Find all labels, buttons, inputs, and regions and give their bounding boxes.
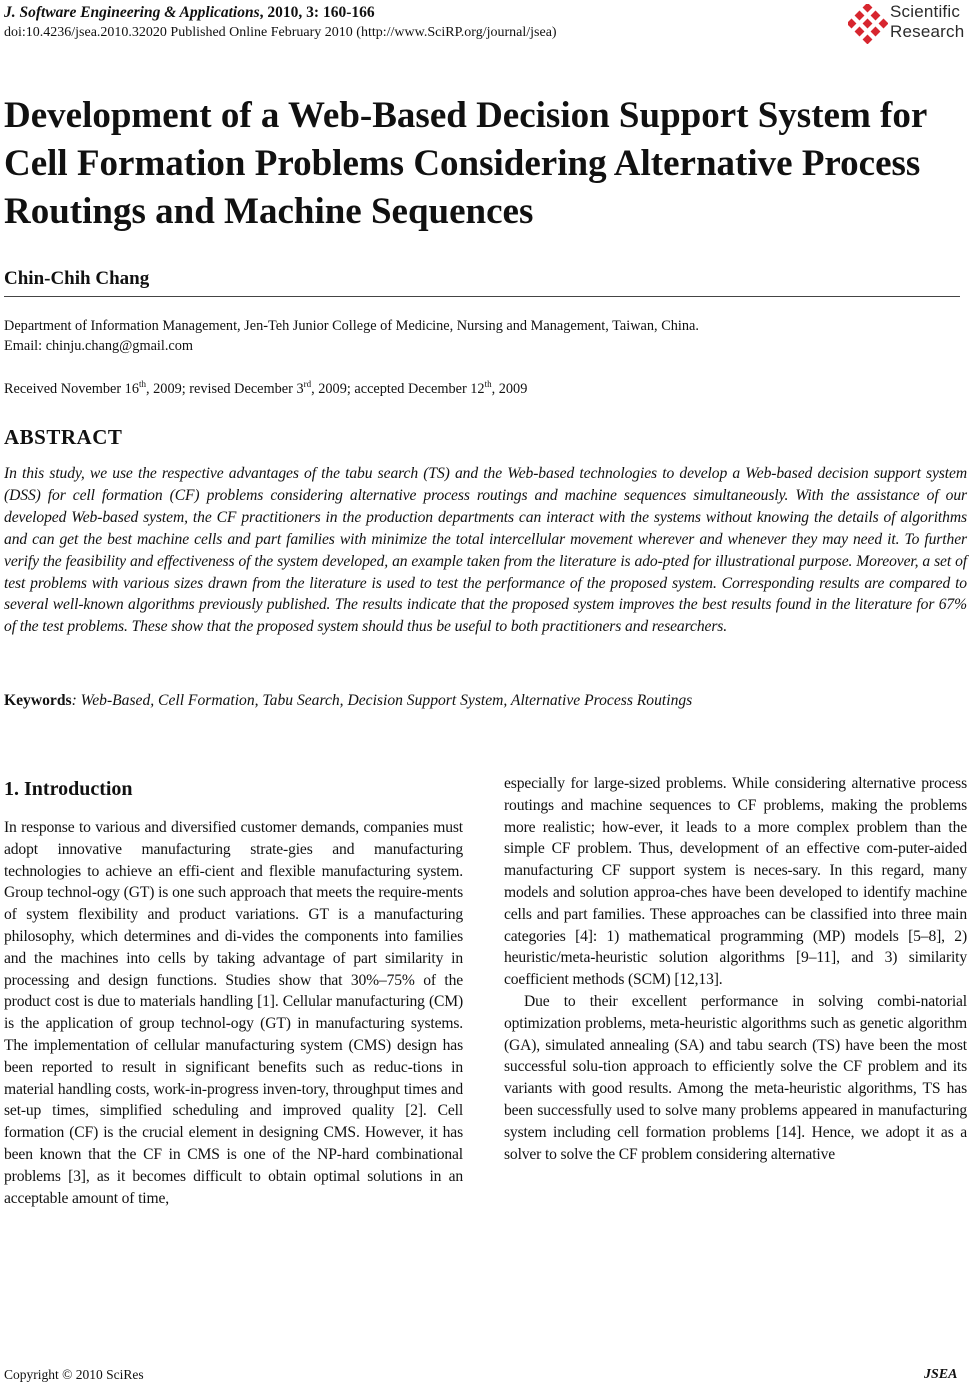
journal-name: J. Software Engineering & Applications — [4, 4, 260, 21]
article-title: Development of a Web-Based Decision Support System for Cell Formation Problems Considering Alternative Process Routings and Machine Sequences — [4, 95, 927, 232]
intro-paragraph-1: In response to various and diversified customer demands, companies must adopt innovative manufacturing strate-gies and manufacturing technologies to achieve an effi-cient and flexible manufacturing system. Group technol-ogy (GT) is one such approach that meets the require-ments of system flexibility and product variations. GT is a manufacturing philosophy, which determines and di-vides the components into families and the machines into cells by taking advantage of part similarity in processing and design functions. Studies show that 30%–75% of the product cost is due to materials handling [1]. Cellular manufacturing (CM) is the application of group technol-ogy (GT) in manufacturing systems. The implementation of cellular manufacturing system (CMS) design has been reported to result in significant benefits such as reduc-tions in material handling costs, work-in-progress inven-tory, throughput times and set-up times, simplified scheduling and improved quality [2]. Cell formation (CF) is the crucial element in designing CMS. However, it has been known that the CF in CMS is one of the NP-hard combinational problems [3], as it becomes difficult to obtain optimal solutions in an acceptable amount of time, — [4, 819, 463, 1207]
abstract-heading: ABSTRACT — [4, 425, 123, 449]
keywords-label: Keywords — [4, 692, 72, 709]
author-email: Email: chinju.chang@gmail.com — [4, 338, 194, 354]
received-part-4: , 2009 — [491, 381, 528, 397]
doi-line: doi:10.4236/jsea.2010.32020 Published Online February 2010 (http://www.SciRP.org/journal/jsea) — [4, 25, 557, 40]
received-sup-1: th — [138, 379, 146, 390]
received-part-2: , 2009; revised December 3 — [146, 381, 304, 397]
received-part-3: , 2009; accepted December 12 — [311, 381, 485, 397]
body-column-right — [504, 773, 967, 1165]
logo-line-1: Scientific — [890, 2, 961, 21]
title-divider — [4, 296, 960, 297]
logo-mark-icon — [848, 4, 888, 44]
author-name: Chin-Chih Chang — [4, 268, 150, 289]
received-dates — [4, 379, 527, 399]
received-part-1: Received November 16 — [4, 381, 139, 397]
intro-paragraph-continued: especially for large-sized problems. While considering alternative process routings and machine sequences to CF problems, making the problems more realistic; how-ever, it leads to a more complex problem than the simple CF problem. Thus, development of an effective com-puter-aided manufacturing CF support system is neces-sary. In this regard, many models and solution approa-ches have been developed to identify machine cells and part families. These approaches can be classified into three main categories [4]: 1) mathematical programming (MP) models [5–8], 2) heuristic/meta-heuristic solution algorithms [9–11], and 3) similarity coefficient methods (SCM) [12,13]. — [504, 775, 967, 989]
received-sup-2: rd — [303, 379, 312, 390]
publisher-logo — [848, 2, 972, 46]
received-sup-3: th — [484, 379, 492, 390]
affiliation: Department of Information Management, Jen-Teh Junior College of Medicine, Nursing and Management, Taiwan, China. — [4, 318, 699, 334]
keywords — [4, 690, 967, 712]
logo-text — [890, 2, 964, 42]
abstract-body: In this study, we use the respective advantages of the tabu search (TS) and the Web-based technologies to develop a Web-based decision support system (DSS) for cell formation (CF) problems considering alternative process routings and machine sequences simultaneously. With the assistance of our developed Web-based system, the CF practitioners in the production departments can interact with the systems without knowing the details of algorithms and can get the best machine cells and part families with minimize the total intercellular movement wherever and whenever they may need it. To further verify the feasibility and effectiveness of the system developed, an example taken from the literature is ado-pted for illustrational purpose. Moreover, a set of test problems with various sizes drawn from the literature is used to test the performance of the proposed system. Corresponding results are compared to several well-known algorithms previously published. The results indicate that the proposed system improves the best results found in the literature for 67% of the test problems. These show that the proposed system should thus be useful to both practitioners and researchers. — [4, 465, 967, 636]
journal-citation — [4, 4, 375, 22]
journal-abbrev-footer: JSEA — [924, 1367, 958, 1382]
intro-paragraph-2: Due to their excellent performance in solving combi-natorial optimization problems, meta-heuristic algorithms such as genetic algorithm (GA), simulated annealing (SA) and tabu search (TS) have been the most successful solu-tion approach to efficiently solve the CF problem and its variants with good results. Among the meta-heuristic algorithms, TS has been successfully used to solve many problems appeared in manufacturing system including cell formation problems [14]. Hence, we adopt it as a solver to solve the CF problem considering alternative — [504, 992, 967, 1163]
section-heading-introduction: 1. Introduction — [4, 778, 133, 800]
keywords-list: : Web-Based, Cell Formation, Tabu Search, Decision Support System, Alternative Process Routings — [71, 692, 693, 709]
body-column-left — [4, 817, 463, 1209]
copyright-footer: Copyright © 2010 SciRes — [4, 1367, 144, 1382]
logo-line-2: Research — [890, 22, 965, 41]
journal-volume: , 2010, 3: 160-166 — [259, 4, 375, 21]
